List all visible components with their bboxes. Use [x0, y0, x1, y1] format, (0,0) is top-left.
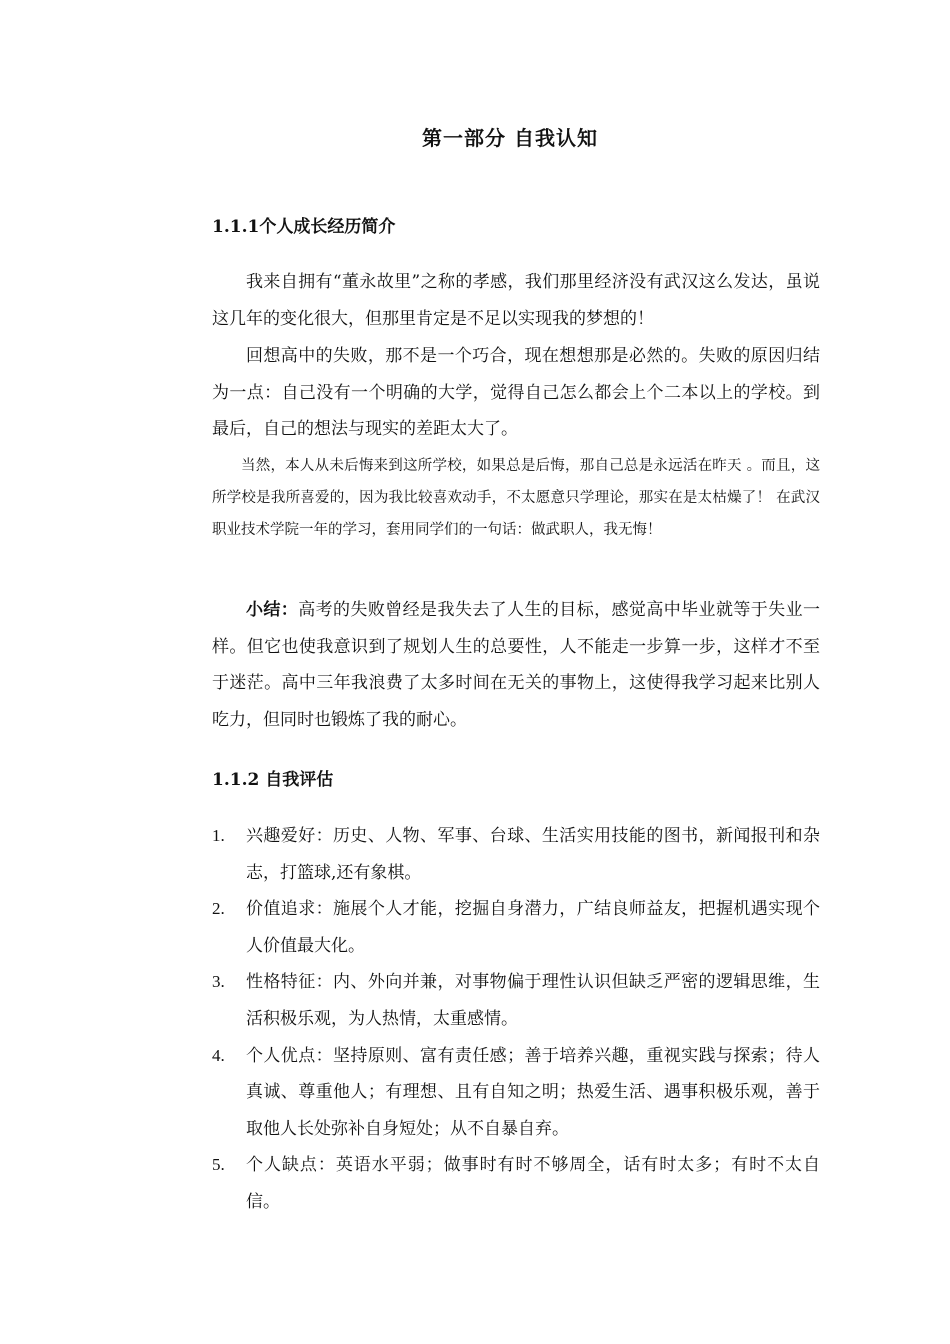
list-item: 5. 个人缺点：英语水平弱；做事时有时不够周全，话有时太多；有时不太自信。	[212, 1155, 820, 1212]
list-item: 3. 性格特征：内、外向并兼，对事物偏于理性认识但缺乏严密的逻辑思维，生活积极乐观，为人热情，太重感情。	[212, 972, 820, 1029]
list-item: 2. 价值追求：施展个人才能，挖掘自身潜力，广结良师益友，把握机遇实现个人价值最大化。	[212, 899, 820, 956]
paragraph-high-school: 回想高中的失败，那不是一个巧合，现在想想那是必然的。失败的原因归结为一点：自己没有一个明确的大学，觉得自己怎么都会上个二本以上的学校。到最后，自己的想法与现实的差距太大了。	[212, 346, 820, 440]
section-heading-self-assessment: 1.1.2 自我评估	[212, 770, 334, 790]
list-item: 1. 兴趣爱好：历史、人物、军事、台球、生活实用技能的图书，新闻报刊和杂志，打篮球,还有象棋。	[212, 826, 820, 883]
list-item: 4. 个人优点：坚持原则、富有责任感；善于培养兴趣，重视实践与探索；待人真诚、尊重他人；有理想、且有自知之明；热爱生活、遇事积极乐观，善于取他人长处弥补自身短处；从不自暴自弃。	[212, 1045, 820, 1139]
page-title: 第一部分 自我认知	[422, 126, 598, 150]
self-assessment-list	[212, 818, 820, 1221]
paragraph-college: 当然，本人从未后悔来到这所学校，如果总是后悔，那自己总是永远活在昨天 。而且，这所学校是我所喜爱的，因为我比较喜欢动手，不太愿意只学理论，那实在是太枯燥了！ 在武汉职业技术学院一年的学习，套用同学们的一句话：做武职人，我无悔！	[212, 458, 820, 538]
paragraph-hometown: 我来自拥有“董永故里”之称的孝感，我们那里经济没有武汉这么发达，虽说这几年的变化很大，但那里肯定是不足以实现我的梦想的！	[212, 272, 820, 329]
paragraph-summary	[212, 592, 820, 738]
summary-label: 小结：	[246, 600, 299, 620]
summary-text: 高考的失败曾经是我失去了人生的目标，感觉高中毕业就等于失业一样。但它也使我意识到了规划人生的总要性，人不能走一步算一步，这样才不至于迷茫。高中三年我浪费了太多时间在无关的事物上，这使得我学习起来比别人吃力，但同时也锻炼了我的耐心。	[212, 600, 820, 730]
section-heading-growth: 1.1.1个人成长经历简介	[212, 217, 396, 237]
